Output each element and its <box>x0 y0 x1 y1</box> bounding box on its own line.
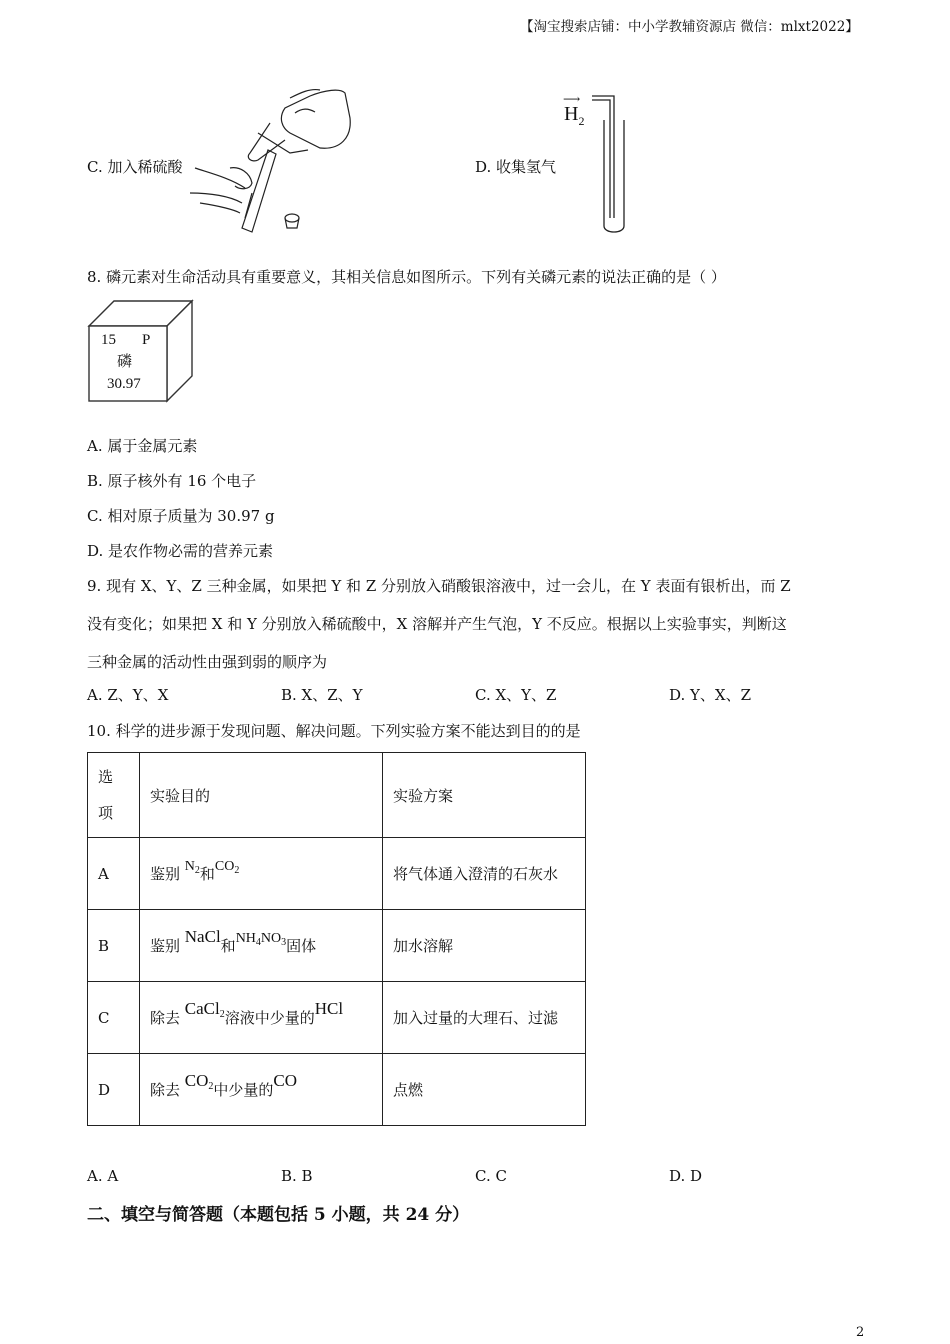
page-header: 【淘宝搜索店铺：中小学教辅资源店 微信：mlxt2022】 <box>520 19 859 35</box>
element-atomic-mass: 30.97 <box>107 376 141 392</box>
element-symbol: P <box>142 332 151 348</box>
q9-stem-line3: 三种金属的活动性由强到弱的顺序为 <box>87 653 328 671</box>
experiment-table <box>87 752 586 1126</box>
table-row <box>88 910 586 982</box>
pouring-acid-illustration <box>190 78 360 238</box>
row-option: A <box>88 838 140 910</box>
element-atomic-number: 15 <box>101 332 116 348</box>
table-row <box>88 1054 586 1126</box>
q8-option-d: D. 是农作物必需的营养元素 <box>87 542 274 560</box>
q9-stem-line2: 没有变化；如果把 X 和 Y 分别放入稀硫酸中，X 溶解并产生气泡，Y 不反应。根据以上实验事实，判断这 <box>87 615 787 633</box>
q9-option-d: D. Y、X、Z <box>669 686 752 704</box>
q9-option-a: A. Z、Y、X <box>87 686 169 704</box>
row-purpose: 鉴别 NaCl和$NH_4NO_3$固体 <box>140 910 383 982</box>
q10-stem: 10. 科学的进步源于发现问题、解决问题。下列实验方案不能达到目的的是 <box>87 722 581 740</box>
row-purpose: 除去 $CO_2$中少量的CO <box>140 1054 383 1126</box>
row-plan: 将气体通入澄清的石灰水 <box>383 838 586 910</box>
element-card-phosphorus <box>86 298 196 406</box>
q10-option-c: C. C <box>475 1167 507 1185</box>
table-row <box>88 982 586 1054</box>
q10-option-d: D. D <box>669 1167 703 1185</box>
header-purpose-cell: 实验目的 <box>140 753 383 838</box>
row-plan: 点燃 <box>383 1054 586 1126</box>
q8-option-c: C. 相对原子质量为 30.97 g <box>87 507 275 525</box>
gas-collection-tube-illustration <box>590 88 635 238</box>
q10-option-a: A. A <box>87 1167 119 1185</box>
section-heading: 二、填空与简答题（本题包括 5 小题，共 24 分） <box>87 1205 470 1225</box>
row-purpose: 鉴别 $N_2$和$CO_2$ <box>140 838 383 910</box>
header-option-cell: 选 项 <box>88 753 140 838</box>
q8-option-a: A. 属于金属元素 <box>87 437 198 455</box>
q8-stem: 8. 磷元素对生命活动具有重要意义，其相关信息如图所示。下列有关磷元素的说法正确的是（ ） <box>87 268 726 286</box>
q9-stem-line1: 9. 现有 X、Y、Z 三种金属，如果把 Y 和 Z 分别放入硝酸银溶液中，过一会儿，在 Y 表面有银析出，而 Z <box>87 577 791 595</box>
table-row <box>88 838 586 910</box>
h2-label: $H_2$ <box>564 103 585 128</box>
header-plan-cell: 实验方案 <box>383 753 586 838</box>
row-option: D <box>88 1054 140 1126</box>
element-name: 磷 <box>117 352 133 370</box>
page-number: 2 <box>856 1325 865 1340</box>
table-header-row <box>88 753 586 838</box>
q7-option-c: C. 加入稀硫酸 <box>87 158 183 176</box>
q10-option-b: B. B <box>281 1167 313 1185</box>
row-option: C <box>88 982 140 1054</box>
row-plan: 加入过量的大理石、过滤 <box>383 982 586 1054</box>
arrow-icon: ⟶ <box>563 92 581 106</box>
q7-option-d: D. 收集氢气 <box>475 158 557 176</box>
q8-option-b: B. 原子核外有 16 个电子 <box>87 472 257 490</box>
q9-option-c: C. X、Y、Z <box>475 686 557 704</box>
row-option: B <box>88 910 140 982</box>
row-purpose: 除去 CaCl$_2$溶液中少量的HCl <box>140 982 383 1054</box>
row-plan: 加水溶解 <box>383 910 586 982</box>
q9-option-b: B. X、Z、Y <box>281 686 363 704</box>
